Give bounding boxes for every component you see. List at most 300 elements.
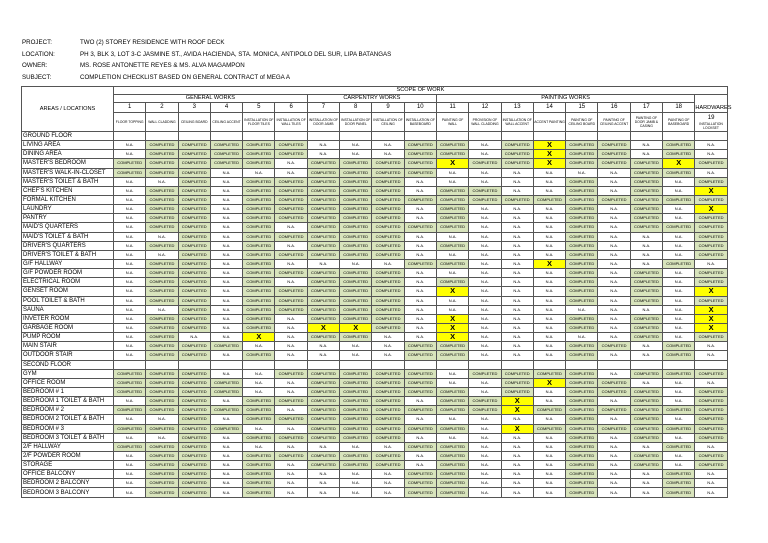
status-cell: COMPLETED bbox=[243, 451, 275, 460]
status-cell: COMPLETED bbox=[275, 232, 307, 241]
status-cell: N.A. bbox=[501, 168, 533, 177]
status-cell: COMPLETED bbox=[404, 442, 436, 451]
status-cell: X bbox=[436, 314, 468, 323]
area-label: POOL TOILET & BATH bbox=[22, 296, 114, 305]
area-label: FORMAL KITCHEN bbox=[22, 195, 114, 204]
status-cell: N.A. bbox=[598, 269, 630, 278]
status-cell: COMPLETED bbox=[210, 406, 242, 415]
status-cell: N.A. bbox=[533, 232, 565, 241]
area-label: SAUNA bbox=[22, 305, 114, 314]
status-cell: N.A. bbox=[501, 470, 533, 479]
status-cell: N.A. bbox=[436, 378, 468, 387]
status-cell: COMPLETED bbox=[630, 369, 662, 378]
status-cell: N.A. bbox=[533, 205, 565, 214]
status-cell: COMPLETED bbox=[695, 159, 727, 168]
status-cell: COMPLETED bbox=[146, 205, 178, 214]
status-cell: COMPLETED bbox=[243, 214, 275, 223]
status-cell: COMPLETED bbox=[501, 369, 533, 378]
status-cell: COMPLETED bbox=[469, 369, 501, 378]
status-cell: COMPLETED bbox=[598, 406, 630, 415]
column-number: 18 bbox=[663, 103, 695, 113]
area-label: GARBAGE ROOM bbox=[22, 323, 114, 332]
status-cell: COMPLETED bbox=[566, 424, 598, 433]
status-cell: COMPLETED bbox=[275, 250, 307, 259]
table-row bbox=[22, 406, 728, 415]
empty-cell bbox=[210, 132, 242, 141]
status-cell: COMPLETED bbox=[178, 461, 210, 470]
status-cell: N.A. bbox=[404, 232, 436, 241]
status-cell: N.A. bbox=[501, 259, 533, 268]
status-cell: N.A. bbox=[598, 223, 630, 232]
status-cell: COMPLETED bbox=[178, 397, 210, 406]
status-cell: COMPLETED bbox=[566, 223, 598, 232]
area-label: LAUNDRY bbox=[22, 205, 114, 214]
status-cell: N.A. bbox=[469, 342, 501, 351]
status-cell: X bbox=[436, 287, 468, 296]
table-row bbox=[22, 470, 728, 479]
status-cell: COMPLETED bbox=[501, 378, 533, 387]
status-cell: COMPLETED bbox=[340, 433, 372, 442]
column-number: 10 bbox=[404, 103, 436, 113]
status-cell: COMPLETED bbox=[404, 150, 436, 159]
status-cell: N.A. bbox=[275, 323, 307, 332]
header-line bbox=[22, 72, 391, 84]
status-cell: N.A. bbox=[210, 177, 242, 186]
status-cell: N.A. bbox=[436, 269, 468, 278]
status-cell: COMPLETED bbox=[598, 150, 630, 159]
status-cell: N.A. bbox=[501, 177, 533, 186]
status-cell: COMPLETED bbox=[404, 195, 436, 204]
status-cell: N.A. bbox=[501, 323, 533, 332]
column-number: 9 bbox=[372, 103, 404, 113]
status-cell: COMPLETED bbox=[630, 424, 662, 433]
status-cell: COMPLETED bbox=[566, 159, 598, 168]
status-cell: COMPLETED bbox=[178, 442, 210, 451]
status-cell: X bbox=[501, 424, 533, 433]
status-cell: N.A. bbox=[501, 186, 533, 195]
status-cell: COMPLETED bbox=[404, 479, 436, 488]
table-row bbox=[22, 168, 728, 177]
status-cell: COMPLETED bbox=[146, 287, 178, 296]
table-row bbox=[22, 205, 728, 214]
area-label: G/F POWDER ROOM bbox=[22, 269, 114, 278]
status-cell: COMPLETED bbox=[307, 195, 339, 204]
status-cell: N.A. bbox=[598, 214, 630, 223]
status-cell: N.A. bbox=[469, 259, 501, 268]
status-cell: COMPLETED bbox=[243, 314, 275, 323]
status-cell: N.A. bbox=[210, 305, 242, 314]
status-cell: COMPLETED bbox=[695, 424, 727, 433]
painting-works-header: PAINTING WORKS bbox=[436, 95, 694, 103]
status-cell: COMPLETED bbox=[436, 479, 468, 488]
status-cell: N.A. bbox=[210, 451, 242, 460]
empty-cell bbox=[404, 360, 436, 369]
status-cell: N.A. bbox=[533, 177, 565, 186]
empty-cell bbox=[307, 360, 339, 369]
status-cell: COMPLETED bbox=[340, 223, 372, 232]
status-cell: N.A. bbox=[663, 186, 695, 195]
status-cell: COMPLETED bbox=[340, 278, 372, 287]
status-cell: COMPLETED bbox=[436, 214, 468, 223]
status-cell: COMPLETED bbox=[404, 470, 436, 479]
status-cell: COMPLETED bbox=[663, 223, 695, 232]
status-cell: N.A. bbox=[114, 333, 146, 342]
status-cell: COMPLETED bbox=[695, 241, 727, 250]
status-cell: X bbox=[695, 305, 727, 314]
status-cell: COMPLETED bbox=[566, 232, 598, 241]
status-cell: N.A. bbox=[210, 433, 242, 442]
status-cell: COMPLETED bbox=[630, 296, 662, 305]
column-description: INSTALLATION OF DOOR JAMB bbox=[307, 113, 339, 132]
status-cell: N.A. bbox=[663, 397, 695, 406]
status-cell: COMPLETED bbox=[275, 433, 307, 442]
status-cell: COMPLETED bbox=[695, 232, 727, 241]
status-cell: COMPLETED bbox=[663, 342, 695, 351]
status-cell: COMPLETED bbox=[340, 186, 372, 195]
status-cell: COMPLETED bbox=[243, 159, 275, 168]
status-cell: N.A. bbox=[598, 305, 630, 314]
status-cell: N.A. bbox=[533, 186, 565, 195]
status-cell: N.A. bbox=[598, 186, 630, 195]
status-cell: N.A. bbox=[501, 232, 533, 241]
status-cell: COMPLETED bbox=[178, 250, 210, 259]
empty-cell bbox=[598, 360, 630, 369]
status-cell: COMPLETED bbox=[146, 442, 178, 451]
status-cell: N.A. bbox=[566, 333, 598, 342]
status-cell: COMPLETED bbox=[436, 259, 468, 268]
status-cell: COMPLETED bbox=[178, 488, 210, 497]
status-cell: N.A. bbox=[340, 150, 372, 159]
status-cell: N.A. bbox=[114, 141, 146, 150]
status-cell: COMPLETED bbox=[501, 387, 533, 396]
status-cell: N.A. bbox=[404, 186, 436, 195]
status-cell: N.A. bbox=[630, 470, 662, 479]
status-cell: COMPLETED bbox=[630, 269, 662, 278]
status-cell: COMPLETED bbox=[146, 333, 178, 342]
status-cell: N.A. bbox=[469, 241, 501, 250]
status-cell: N.A. bbox=[630, 232, 662, 241]
status-cell: COMPLETED bbox=[630, 333, 662, 342]
status-cell: COMPLETED bbox=[178, 433, 210, 442]
status-cell: N.A. bbox=[404, 451, 436, 460]
status-cell: N.A. bbox=[533, 470, 565, 479]
status-cell: N.A. bbox=[469, 214, 501, 223]
status-cell: COMPLETED bbox=[178, 168, 210, 177]
column-number: 5 bbox=[243, 103, 275, 113]
table-row bbox=[22, 415, 728, 424]
status-cell: COMPLETED bbox=[307, 296, 339, 305]
status-cell: COMPLETED bbox=[663, 470, 695, 479]
status-cell: N.A. bbox=[114, 205, 146, 214]
status-cell: N.A. bbox=[210, 397, 242, 406]
status-cell: COMPLETED bbox=[630, 223, 662, 232]
status-cell: N.A. bbox=[146, 415, 178, 424]
status-cell: COMPLETED bbox=[469, 406, 501, 415]
status-cell: COMPLETED bbox=[114, 159, 146, 168]
status-cell: N.A. bbox=[243, 378, 275, 387]
status-cell: N.A. bbox=[146, 250, 178, 259]
column-description: PAINTING OF CEILING BOARD bbox=[566, 113, 598, 132]
status-cell: N.A. bbox=[340, 442, 372, 451]
status-cell: COMPLETED bbox=[178, 241, 210, 250]
status-cell: N.A. bbox=[275, 223, 307, 232]
status-cell: COMPLETED bbox=[566, 406, 598, 415]
status-cell: COMPLETED bbox=[307, 223, 339, 232]
area-label: MAIN STAIR bbox=[22, 342, 114, 351]
status-cell: COMPLETED bbox=[178, 451, 210, 460]
status-cell: COMPLETED bbox=[307, 378, 339, 387]
status-cell: COMPLETED bbox=[436, 351, 468, 360]
empty-cell bbox=[340, 360, 372, 369]
column-description: CEILING ACCENT bbox=[210, 113, 242, 132]
status-cell: X bbox=[695, 186, 727, 195]
status-cell: N.A. bbox=[404, 433, 436, 442]
status-cell: N.A. bbox=[630, 305, 662, 314]
status-cell: N.A. bbox=[469, 168, 501, 177]
status-cell: N.A. bbox=[469, 250, 501, 259]
status-cell: COMPLETED bbox=[146, 168, 178, 177]
status-cell: COMPLETED bbox=[243, 397, 275, 406]
status-cell: N.A. bbox=[598, 442, 630, 451]
status-cell: N.A. bbox=[469, 488, 501, 497]
empty-cell bbox=[178, 360, 210, 369]
status-cell: COMPLETED bbox=[404, 159, 436, 168]
status-cell: COMPLETED bbox=[146, 241, 178, 250]
status-cell: COMPLETED bbox=[566, 378, 598, 387]
empty-cell bbox=[566, 132, 598, 141]
status-cell: COMPLETED bbox=[146, 451, 178, 460]
column-number: 3 bbox=[178, 103, 210, 113]
status-cell: X bbox=[533, 259, 565, 268]
status-cell: N.A. bbox=[210, 470, 242, 479]
status-cell: N.A. bbox=[469, 323, 501, 332]
status-cell: N.A. bbox=[695, 488, 727, 497]
status-cell: COMPLETED bbox=[114, 387, 146, 396]
status-cell: COMPLETED bbox=[275, 451, 307, 460]
status-cell: N.A. bbox=[275, 342, 307, 351]
status-cell: N.A. bbox=[114, 351, 146, 360]
status-cell: N.A. bbox=[533, 168, 565, 177]
empty-cell bbox=[178, 132, 210, 141]
header-value: COMPLETION CHECKLIST BASED ON GENERAL CONTRACT of MEGA A bbox=[80, 73, 290, 81]
area-label: PUMP ROOM bbox=[22, 333, 114, 342]
status-cell: COMPLETED bbox=[340, 232, 372, 241]
area-label: LIVING AREA bbox=[22, 141, 114, 150]
table-row bbox=[22, 479, 728, 488]
area-label: CHEF'S KITCHEN bbox=[22, 186, 114, 195]
status-cell: COMPLETED bbox=[372, 314, 404, 323]
status-cell: N.A. bbox=[598, 397, 630, 406]
status-cell: COMPLETED bbox=[566, 287, 598, 296]
status-cell: N.A. bbox=[533, 323, 565, 332]
status-cell: COMPLETED bbox=[243, 479, 275, 488]
status-cell: X bbox=[695, 323, 727, 332]
status-cell: COMPLETED bbox=[501, 195, 533, 204]
status-cell: N.A. bbox=[275, 168, 307, 177]
table-row bbox=[22, 269, 728, 278]
status-cell: COMPLETED bbox=[340, 250, 372, 259]
status-cell: N.A. bbox=[695, 479, 727, 488]
status-cell: N.A. bbox=[501, 479, 533, 488]
status-cell: COMPLETED bbox=[307, 314, 339, 323]
status-cell: N.A. bbox=[372, 141, 404, 150]
area-label: 2/F HALLWAY bbox=[22, 442, 114, 451]
status-cell: N.A. bbox=[501, 342, 533, 351]
status-cell: N.A. bbox=[114, 241, 146, 250]
table-row bbox=[22, 387, 728, 396]
status-cell: N.A. bbox=[533, 287, 565, 296]
empty-cell bbox=[566, 360, 598, 369]
status-cell: COMPLETED bbox=[146, 461, 178, 470]
status-cell: COMPLETED bbox=[243, 296, 275, 305]
status-cell: COMPLETED bbox=[663, 150, 695, 159]
status-cell: N.A. bbox=[533, 241, 565, 250]
status-cell: COMPLETED bbox=[307, 369, 339, 378]
status-cell: COMPLETED bbox=[695, 397, 727, 406]
status-cell: N.A. bbox=[210, 442, 242, 451]
empty-cell bbox=[695, 360, 727, 369]
status-cell: COMPLETED bbox=[469, 397, 501, 406]
status-cell: COMPLETED bbox=[663, 351, 695, 360]
status-cell: X bbox=[340, 323, 372, 332]
table-row bbox=[22, 424, 728, 433]
status-cell: X bbox=[533, 141, 565, 150]
status-cell: COMPLETED bbox=[146, 323, 178, 332]
status-cell: COMPLETED bbox=[501, 141, 533, 150]
column-description-text: INSTALLATION LOCKSET bbox=[699, 121, 723, 130]
status-cell: N.A. bbox=[114, 415, 146, 424]
status-cell: N.A. bbox=[501, 415, 533, 424]
status-cell: N.A. bbox=[275, 424, 307, 433]
header-label: PROJECT: bbox=[22, 39, 52, 46]
status-cell: N.A. bbox=[501, 241, 533, 250]
status-cell: N.A. bbox=[210, 296, 242, 305]
status-cell: N.A. bbox=[695, 259, 727, 268]
status-cell: COMPLETED bbox=[178, 479, 210, 488]
status-cell: COMPLETED bbox=[469, 186, 501, 195]
status-cell: N.A. bbox=[307, 342, 339, 351]
status-cell: N.A. bbox=[695, 168, 727, 177]
status-cell: COMPLETED bbox=[178, 287, 210, 296]
status-cell: COMPLETED bbox=[404, 342, 436, 351]
status-cell: COMPLETED bbox=[695, 223, 727, 232]
status-cell: N.A. bbox=[146, 232, 178, 241]
status-cell: COMPLETED bbox=[695, 415, 727, 424]
status-cell: COMPLETED bbox=[566, 241, 598, 250]
status-cell: COMPLETED bbox=[243, 305, 275, 314]
status-cell: N.A. bbox=[469, 470, 501, 479]
status-cell: COMPLETED bbox=[372, 223, 404, 232]
status-cell: N.A. bbox=[533, 305, 565, 314]
status-cell: N.A. bbox=[340, 351, 372, 360]
status-cell: COMPLETED bbox=[663, 141, 695, 150]
status-cell: COMPLETED bbox=[146, 488, 178, 497]
status-cell: COMPLETED bbox=[146, 479, 178, 488]
header-line bbox=[22, 37, 391, 49]
status-cell: N.A. bbox=[695, 141, 727, 150]
status-cell: COMPLETED bbox=[210, 159, 242, 168]
status-cell: X bbox=[533, 150, 565, 159]
status-cell: COMPLETED bbox=[404, 351, 436, 360]
status-cell: COMPLETED bbox=[340, 406, 372, 415]
status-cell: COMPLETED bbox=[340, 241, 372, 250]
status-cell: N.A. bbox=[114, 150, 146, 159]
status-cell: N.A. bbox=[340, 259, 372, 268]
status-cell: X bbox=[243, 333, 275, 342]
status-cell: N.A. bbox=[404, 177, 436, 186]
status-cell: COMPLETED bbox=[663, 259, 695, 268]
status-cell: COMPLETED bbox=[340, 269, 372, 278]
status-cell: N.A. bbox=[210, 214, 242, 223]
status-cell: N.A. bbox=[307, 141, 339, 150]
status-cell: COMPLETED bbox=[307, 424, 339, 433]
status-cell: COMPLETED bbox=[372, 205, 404, 214]
empty-cell bbox=[630, 360, 662, 369]
header-value: PH 3, BLK 3, LOT 3-C JASMINE ST., AVIDA HACIENDA, STA. MONICA, ANTIPOLO DEL SUR, LIPA BATANGAS bbox=[80, 50, 392, 58]
table-row bbox=[22, 333, 728, 342]
status-cell: N.A. bbox=[469, 177, 501, 186]
section-label: SECOND FLOOR bbox=[22, 360, 114, 369]
area-label: GYM bbox=[22, 369, 114, 378]
status-cell: COMPLETED bbox=[178, 269, 210, 278]
status-cell: COMPLETED bbox=[372, 323, 404, 332]
status-cell: COMPLETED bbox=[243, 205, 275, 214]
area-label: BEDROOM 2 TOILET & BATH bbox=[22, 415, 114, 424]
status-cell: COMPLETED bbox=[566, 342, 598, 351]
status-cell: COMPLETED bbox=[372, 305, 404, 314]
status-cell: N.A. bbox=[114, 488, 146, 497]
column-description: INSTALLATION OF DOOR PANEL bbox=[340, 113, 372, 132]
empty-cell bbox=[630, 132, 662, 141]
status-cell: N.A. bbox=[243, 387, 275, 396]
status-cell: N.A. bbox=[598, 177, 630, 186]
status-cell: COMPLETED bbox=[436, 195, 468, 204]
empty-cell bbox=[146, 132, 178, 141]
empty-cell bbox=[598, 132, 630, 141]
status-cell: N.A. bbox=[340, 470, 372, 479]
status-cell: COMPLETED bbox=[146, 351, 178, 360]
status-cell: COMPLETED bbox=[404, 488, 436, 497]
status-cell: N.A. bbox=[307, 259, 339, 268]
area-label: ELECTRICAL ROOM bbox=[22, 278, 114, 287]
status-cell: COMPLETED bbox=[630, 177, 662, 186]
status-cell: N.A. bbox=[372, 333, 404, 342]
status-cell: N.A. bbox=[598, 314, 630, 323]
status-cell: COMPLETED bbox=[340, 397, 372, 406]
area-label: INVETER ROOM bbox=[22, 314, 114, 323]
status-cell: N.A. bbox=[598, 333, 630, 342]
status-cell: COMPLETED bbox=[307, 159, 339, 168]
status-cell: COMPLETED bbox=[243, 323, 275, 332]
status-cell: N.A. bbox=[372, 479, 404, 488]
status-cell: N.A. bbox=[436, 305, 468, 314]
status-cell: COMPLETED bbox=[436, 442, 468, 451]
column-description bbox=[695, 113, 727, 132]
status-cell: COMPLETED bbox=[178, 296, 210, 305]
area-label: BEDROOM # 2 bbox=[22, 406, 114, 415]
status-cell: N.A. bbox=[533, 387, 565, 396]
status-cell: COMPLETED bbox=[210, 387, 242, 396]
status-cell: COMPLETED bbox=[146, 186, 178, 195]
empty-cell bbox=[533, 360, 565, 369]
status-cell: N.A. bbox=[533, 479, 565, 488]
status-cell: N.A. bbox=[598, 296, 630, 305]
status-cell: N.A. bbox=[114, 232, 146, 241]
status-cell: N.A. bbox=[598, 205, 630, 214]
status-cell: COMPLETED bbox=[598, 195, 630, 204]
area-label: MAID'S QUARTERS bbox=[22, 223, 114, 232]
status-cell: N.A. bbox=[695, 342, 727, 351]
